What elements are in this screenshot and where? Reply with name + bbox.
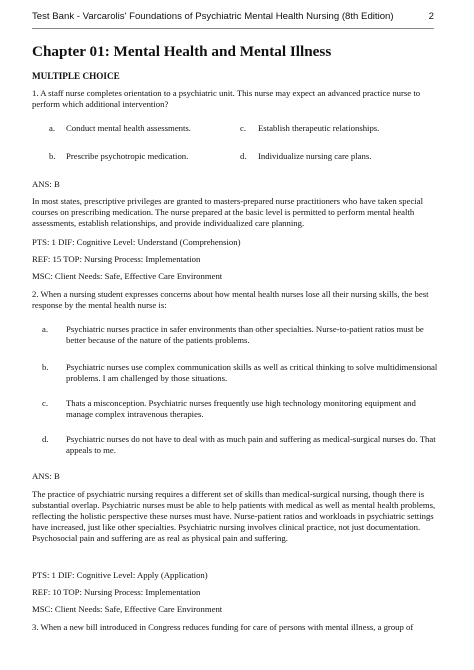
q2-option-a-text: Psychiatric nurses practice in safer environments than other specialties. Nurse-to-patient ratios must be better because of the nature of the patients problems. — [66, 324, 424, 345]
q1-option-d-text: Individualize nursing care plans. — [258, 151, 372, 161]
q2-option-b-text: Psychiatric nurses use complex communication skills as well as critical thinking to solve multidimensional problems. I am challenged by those situations. — [66, 362, 438, 383]
question-3-stem: 3. When a new bill introduced in Congress reduces funding for care of persons with mental illness, a group of — [32, 622, 414, 632]
q2-option-d-letter: d. — [42, 434, 49, 444]
section-label: MULTIPLE CHOICE — [32, 71, 120, 81]
question-2-stem: 2. When a nursing student expresses concerns about how mental health nurses lose all their nursing skills, the best response by the mental health nurse is: — [32, 289, 429, 310]
q1-option-b-text: Prescribe psychotropic medication. — [66, 151, 189, 161]
q1-option-c-text: Establish therapeutic relationships. — [258, 123, 380, 133]
q1-option-d-letter: d. — [240, 151, 247, 161]
q1-rationale: In most states, prescriptive privileges are granted to masters-prepared nurse practitioners who have taken special courses on prescribing medication. The nurse prepared at the basic level is permitted to perform mental health assessments, establish relationships, and provide individualized care planning. — [32, 196, 424, 228]
page-number: 2 — [428, 11, 434, 22]
q1-option-b-letter: b. — [49, 151, 56, 161]
q2-answer: ANS: B — [32, 471, 60, 481]
q1-pts: PTS: 1 DIF: Cognitive Level: Understand (Comprehension) — [32, 237, 241, 247]
q2-option-d-text: Psychiatric nurses do not have to deal with as much pain and suffering as medical-surgical nurses do. That appeals to me. — [66, 434, 436, 455]
q1-ref: REF: 15 TOP: Nursing Process: Implementation — [32, 254, 201, 264]
page-header — [32, 11, 434, 29]
q2-rationale: The practice of psychiatric nursing requires a different set of skills than medical-surgical nursing, though there is substantial overlap. Psychiatric nurses must be able to help patients with medical as well as mental health problems, reflecting the holistic perspective these nurses must have. Nurse-patient ratios and workloads in psychiatric settings have increased, just like other specialties. Psychiatric nursing involves clinical practice, not just documentation. Psychosocial pain and suffering are as real as physical pain and suffering. — [32, 489, 436, 543]
q1-option-c-letter: c. — [240, 123, 247, 133]
q2-option-c-text: Thats a misconception. Psychiatric nurses frequently use high technology monitoring equipment and manage complex intravenous therapies. — [66, 398, 416, 419]
q2-option-b-letter: b. — [42, 362, 49, 372]
q1-option-a-text: Conduct mental health assessments. — [66, 123, 191, 133]
q2-option-a-letter: a. — [42, 324, 49, 334]
header-title: Test Bank - Varcarolis' Foundations of Psychiatric Mental Health Nursing (8th Edition) — [32, 11, 394, 22]
question-1-stem: 1. A staff nurse completes orientation to a psychiatric unit. This nurse may expect an advanced practice nurse to perform which additional intervention? — [32, 88, 421, 109]
q2-ref: REF: 10 TOP: Nursing Process: Implementation — [32, 587, 201, 597]
q1-option-a-letter: a. — [49, 123, 56, 133]
q1-answer: ANS: B — [32, 179, 60, 189]
q2-msc: MSC: Client Needs: Safe, Effective Care Environment — [32, 604, 223, 614]
q2-pts: PTS: 1 DIF: Cognitive Level: Apply (Application) — [32, 570, 208, 580]
q2-option-c-letter: c. — [42, 398, 49, 408]
q1-msc: MSC: Client Needs: Safe, Effective Care Environment — [32, 271, 223, 281]
chapter-title: Chapter 01: Mental Health and Mental Illness — [32, 43, 332, 60]
